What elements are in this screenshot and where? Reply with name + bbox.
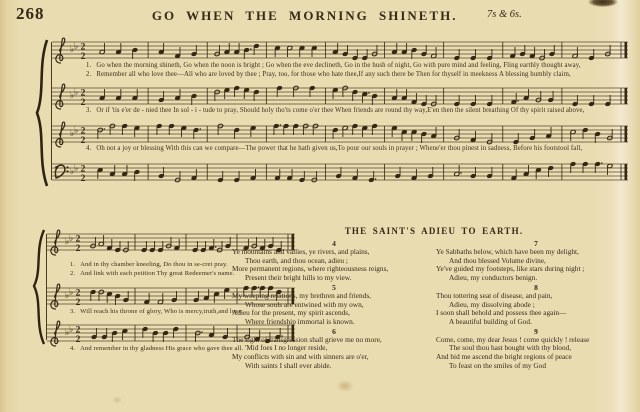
svg-text:2: 2 bbox=[80, 174, 86, 184]
lyric-text: Or if 'tis e'er de - nied thee In sol - i - tude to pray, Should holy tho'ts come o'er thee When friends are round thy way,E'en then the silent breathing Of thy spirit raised above, bbox=[96, 107, 585, 114]
svg-text:2: 2 bbox=[75, 325, 81, 336]
verse-number: 2. bbox=[86, 71, 92, 78]
verse-line: Whose souls are entwined with my own, bbox=[245, 299, 364, 309]
verse-line: My weeping relations, my brethren and friends, bbox=[232, 290, 372, 300]
svg-text:♭: ♭ bbox=[70, 167, 75, 177]
verse-line: Come, come, my dear Jesus ! come quickly ! release bbox=[436, 334, 590, 344]
lyric-line-verse1 bbox=[86, 62, 581, 69]
verse-number: 4. bbox=[70, 345, 76, 352]
svg-text:♭: ♭ bbox=[74, 164, 79, 174]
poem-verse bbox=[436, 240, 636, 283]
verse-number: 1. bbox=[86, 62, 92, 69]
poem-verse bbox=[232, 328, 436, 371]
verse-line: Present their bright hills to my view. bbox=[245, 273, 352, 283]
svg-text:♭: ♭ bbox=[65, 291, 70, 301]
svg-text:♭: ♭ bbox=[74, 88, 79, 98]
svg-text:2: 2 bbox=[75, 335, 81, 345]
svg-text:♭: ♭ bbox=[69, 234, 74, 244]
lyric-line-verse3 bbox=[86, 107, 584, 114]
svg-text:♭: ♭ bbox=[70, 129, 75, 139]
lyric-line-verse4 bbox=[86, 145, 582, 152]
verse-line: With saints I shall ever abide. bbox=[245, 360, 332, 370]
verse-line: Thou tottering seat of disease, and pain, bbox=[436, 290, 553, 300]
verse-line: Ye mountains and vallies, ye rivers, and plains, bbox=[232, 247, 370, 256]
verse-number: 8 bbox=[534, 282, 538, 292]
lyric-text: And remember in thy gladness His grace who gave thee all. bbox=[80, 345, 244, 352]
small-lyric-line2 bbox=[70, 270, 234, 277]
verse-line: The sight of transgression shall grieve me no more, bbox=[232, 334, 382, 344]
paper-stain bbox=[336, 380, 354, 392]
svg-text:♭: ♭ bbox=[65, 328, 70, 338]
poem-column-left bbox=[232, 240, 436, 371]
poem-verse bbox=[436, 328, 636, 371]
lyric-text: Will reach his throne of glory, Who is mercy,truth,and love. bbox=[80, 308, 244, 315]
lyric-text: Oh not a joy or blessing With this can we compare—The power that he hath given us,To pour our souls in prayer ; Whene'er thou pinest in sadness, Before his footstool fall, bbox=[96, 145, 583, 152]
verse-number: 9 bbox=[534, 326, 538, 336]
poem-block bbox=[232, 226, 636, 371]
verse-line: And bid me ascend the bright regions of peace bbox=[436, 352, 572, 362]
verse-line: The soul thou hast bought with thy blood, bbox=[449, 343, 572, 353]
small-lyric-line4 bbox=[70, 345, 243, 352]
verse-number: 1. bbox=[70, 261, 76, 268]
small-lyric-line1 bbox=[70, 261, 228, 268]
svg-text:♭: ♭ bbox=[69, 288, 74, 298]
verse-line: Ye've guided my footsteps, like stars during night ; bbox=[436, 264, 585, 274]
page-number: 268 bbox=[16, 4, 45, 23]
poem-title: THE SAINT'S ADIEU TO EARTH. bbox=[344, 226, 524, 236]
page-corner-smudge bbox=[588, 0, 618, 7]
hymn-meter: 7s & 6s. bbox=[487, 9, 522, 20]
svg-text:2: 2 bbox=[80, 98, 86, 108]
svg-text:♭: ♭ bbox=[69, 325, 74, 335]
verse-number: 6 bbox=[332, 326, 336, 336]
svg-text:♭: ♭ bbox=[74, 42, 79, 52]
small-lyric-line3 bbox=[70, 308, 243, 315]
svg-text:2: 2 bbox=[80, 52, 86, 62]
verse-line: My conflicts with sin and with sinners are o'er, bbox=[232, 352, 369, 362]
verse-number: 3. bbox=[70, 308, 76, 315]
lyric-text: Go when the morning shineth, Go when the noon is bright ; Go when the eve declineth, Go in the hush of night, Go with pure mind and feeling, Fling earthly thought away, bbox=[96, 62, 581, 69]
svg-text:♭: ♭ bbox=[70, 91, 75, 101]
verse-line: Thou earth, and thou ocean, adieu ; bbox=[245, 255, 348, 265]
bass-staff bbox=[51, 156, 629, 190]
svg-text:2: 2 bbox=[80, 88, 86, 99]
svg-text:2: 2 bbox=[80, 42, 86, 53]
page-title: GO WHEN THE MORNING SHINETH. bbox=[151, 8, 458, 23]
poem-verse bbox=[232, 240, 436, 283]
lyric-text: And link with each petition Thy great Redeemer's name. bbox=[80, 270, 235, 277]
verse-number: 3. bbox=[86, 107, 92, 114]
verse-line: Adieu for the present, my spirit ascends, bbox=[232, 308, 350, 318]
lyric-line-verse2 bbox=[86, 71, 571, 78]
verse-number: 4 bbox=[332, 239, 336, 248]
svg-text:2: 2 bbox=[75, 244, 81, 254]
verse-number: 5 bbox=[332, 282, 336, 292]
lyric-text: And in thy chamber kneeling, Do thou in se-cret pray. bbox=[80, 261, 228, 268]
svg-text:♭: ♭ bbox=[74, 126, 79, 136]
svg-text:♭: ♭ bbox=[65, 237, 70, 247]
verse-line: I soon shall behold and possess thee again— bbox=[436, 308, 567, 318]
verse-line: Adieu, my dissolving abode ; bbox=[449, 299, 535, 309]
paper-stain bbox=[112, 396, 122, 404]
verse-line: More permanent regions, where righteousness reigns, bbox=[232, 264, 389, 274]
svg-text:2: 2 bbox=[75, 234, 81, 245]
lyric-text: Remember all who love thee—All who are loved by thee ; Pray, too, for those who hate thee,If any such there be Then for thyself in meekness A blessing humbly claim, bbox=[96, 71, 571, 78]
verse-line: To feast on the smiles of my God bbox=[449, 360, 546, 370]
poem-verse bbox=[436, 284, 636, 327]
verse-line: And thou blessed Volume divine, bbox=[449, 255, 546, 265]
svg-text:2: 2 bbox=[75, 298, 81, 308]
poem-verse bbox=[232, 284, 436, 327]
poem-columns bbox=[232, 240, 636, 371]
svg-text:2: 2 bbox=[80, 136, 86, 146]
svg-text:2: 2 bbox=[80, 126, 86, 137]
svg-text:♭: ♭ bbox=[70, 45, 75, 55]
svg-text:2: 2 bbox=[75, 288, 81, 299]
verse-number: 4. bbox=[86, 145, 92, 152]
verse-line: A beautiful building of God. bbox=[449, 316, 532, 326]
system-brace bbox=[35, 38, 49, 188]
verse-line: 'Mid foes I no longer reside, bbox=[245, 343, 328, 353]
verse-number: 7 bbox=[534, 239, 538, 248]
verse-line: Ye Sabbaths below, which have been my delight, bbox=[436, 247, 579, 256]
svg-text:2: 2 bbox=[80, 164, 86, 175]
system-brace bbox=[32, 228, 46, 346]
verse-number: 2. bbox=[70, 270, 76, 277]
main-music-system bbox=[38, 34, 632, 188]
verse-line: Adieu, my conductors benign. bbox=[449, 273, 538, 283]
verse-line: Where friendship immortal is known. bbox=[245, 316, 355, 326]
poem-column-right bbox=[436, 240, 636, 371]
